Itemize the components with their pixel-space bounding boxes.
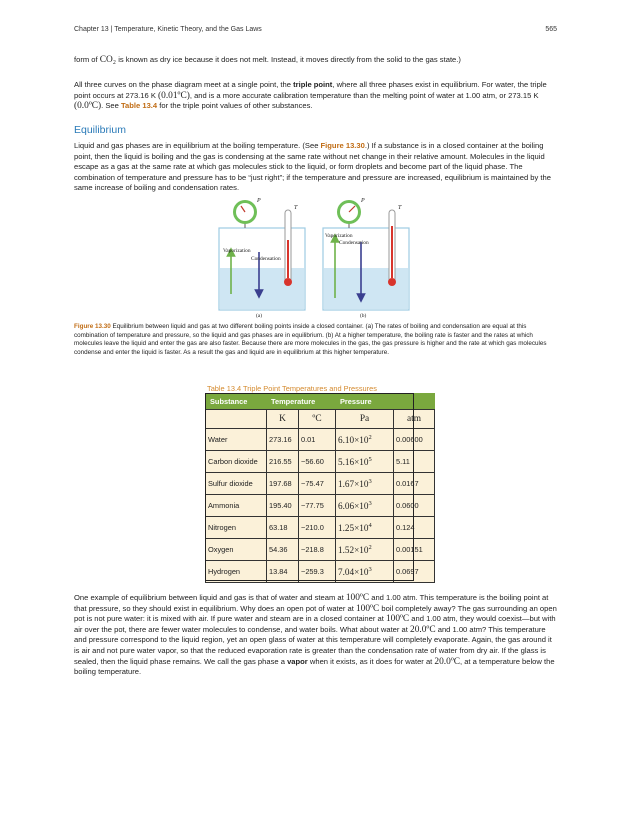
celsius-cell: −210.0	[299, 517, 336, 539]
table-link[interactable]: Table 13.4	[120, 101, 158, 111]
vapor-term: vapor	[287, 656, 308, 666]
pascal-mantissa: 7.04	[338, 567, 355, 578]
panel-b	[323, 200, 409, 310]
triple-point-table	[205, 393, 435, 583]
substance-cell: Water	[206, 429, 267, 451]
condensation-label-a: Condensation	[251, 256, 281, 262]
pascal-exponent: 2	[368, 433, 372, 441]
table-row	[206, 495, 435, 517]
pascal-mantissa: 5.16	[338, 457, 355, 468]
page-header	[74, 26, 557, 33]
unit-kelvin: K	[267, 410, 299, 429]
kelvin-cell: 197.68	[267, 473, 299, 495]
table-row	[206, 517, 435, 539]
pascal-cell: $1.25\times 10^4$	[336, 517, 394, 539]
atm-cell: 0.00151	[394, 539, 435, 561]
unit-atm: atm	[394, 410, 435, 429]
page-number: 565	[545, 26, 557, 33]
kelvin-cell: 63.18	[267, 517, 299, 539]
pascal-mantissa: 1.52	[338, 545, 355, 556]
atm-cell: 0.124	[394, 517, 435, 539]
figure-link[interactable]: Figure 13.30	[320, 141, 365, 150]
pascal-cell: $7.04\times 10^3$	[336, 561, 394, 583]
kelvin-cell: 216.55	[267, 451, 299, 473]
table-title: Table 13.4 Triple Point Temperatures and Pressures	[207, 384, 377, 393]
pascal-cell: $6.06\times 10^3$	[336, 495, 394, 517]
celsius-cell: −77.75	[299, 495, 336, 517]
substance-cell: Ammonia	[206, 495, 267, 517]
caption-label: Figure 13.30	[74, 323, 111, 330]
pascal-exponent: 4	[368, 521, 372, 529]
pascal-mantissa: 6.06	[338, 501, 355, 512]
atm-cell: 0.0600	[394, 495, 435, 517]
pascal-mantissa: 6.10	[338, 435, 355, 446]
header-substance: Substance	[206, 394, 267, 410]
triple-point-term: triple point	[293, 80, 333, 89]
pressure-label-b: P	[361, 198, 365, 204]
kelvin-cell: 13.84	[267, 561, 299, 583]
temperature-label-a: T	[294, 205, 298, 211]
celsius-cell: −259.3	[299, 561, 336, 583]
closing-paragraph: One example of equilibrium between liquid and gas is that of water and steam at 100ºC and 1.00 atm. This temperature is the boiling point at that pressure, so they should exist in equilibrium. Why does an open pot of water at 100ºC boil completely away? The gas surrounding an open pot is not pure water: it is mixed with air. If pure water and steam are in a closed container at 100ºC and 1.00 atm, they would coexist—but with air over the pot, there are fewer water molecules to condense, and water boils. What about water at 20.0ºC and 1.00 atm? This temperature and pressure correspond to the liquid region, yet an open glass of water at this temperature will completely evaporate. Again, the gas around it is air and not pure water vapor, so that the reduced evaporation rate is greater than the condensation rate of water from dry air. If the glass is sealed, then the liquid phase remains. We call the gas phase a vapor when it exists, as it does for water at 20.0ºC, at a temperature below the boiling temperature.	[74, 593, 557, 677]
pascal-exponent: 5	[368, 455, 372, 463]
pressure-label-a: P	[257, 198, 261, 204]
pascal-cell: $6.10\times 10^2$	[336, 429, 394, 451]
table-row	[206, 429, 435, 451]
kelvin-cell: 273.16	[267, 429, 299, 451]
intro-paragraph: form of CO₂ is known as dry ice because it does not melt. Instead, it moves directly from the solid to the gas state.)	[74, 55, 461, 65]
section-heading: Equilibrium	[74, 124, 126, 136]
pascal-exponent: 2	[368, 543, 372, 551]
table-row	[206, 451, 435, 473]
panel-label-b: (b)	[360, 313, 367, 319]
substance-cell: Sulfur dioxide	[206, 473, 267, 495]
pascal-mantissa: 1.67	[338, 479, 355, 490]
header-temperature: Temperature	[267, 394, 336, 410]
table-row	[206, 561, 435, 583]
substance-cell: Carbon dioxide	[206, 451, 267, 473]
substance-cell: Oxygen	[206, 539, 267, 561]
pascal-cell: $1.67\times 10^3$	[336, 473, 394, 495]
figure-caption	[74, 323, 557, 357]
pascal-cell: $1.52\times 10^2$	[336, 539, 394, 561]
atm-cell: 0.00600	[394, 429, 435, 451]
equilibrium-paragraph: Liquid and gas phases are in equilibrium at the boiling temperature. (See Figure 13.30.) If a substance is in a closed container at the boiling point, then the liquid is boiling and the gas is condensing at the same rate without net change in their relative amount. Molecules in the liquid escape as a gas at the same rate at which gas molecules stick to the liquid, or form droplets and become part of the liquid phase. The combination of temperature and pressure has to be “just right”; if the temperature and pressure are increased, equilibrium is maintained by the same increase of boiling and condensation rates.	[74, 141, 551, 193]
co2-formula: CO₂	[99, 55, 117, 65]
kelvin-cell: 195.40	[267, 495, 299, 517]
table-row	[206, 539, 435, 561]
panel-a	[219, 200, 305, 310]
celsius-cell: 0.01	[299, 429, 336, 451]
mercury-a	[287, 240, 289, 278]
table-header-row	[206, 394, 435, 410]
caption-text: Equilibrium between liquid and gas at two different boiling points inside a closed container. (a) The rates of boiling and condensation are equal at this combination of temperature and pressure, so the liquid and gas phases are in equilibrium. (b) At a higher temperature, the boiling rate is faster and the rates at which molecules leave the liquid and enter the gas are also faster. Because there are more molecules in the gas, the gas pressure is higher and the rate at which gas molecules condense and enter the liquid is faster. As a result the gas and liquid are in equilibrium at this higher temperature.	[74, 323, 547, 356]
triple-point-paragraph: All three curves on the phase diagram meet at a single point, the triple point, where all three phases exist in equilibrium. For water, the triple point occurs at 273.16 K (0.01ºC), and is a more accurate calibration temperature than the melting point of water at 1.00 atm, or 273.15 K (0.0ºC). See Table 13.4 for the triple point values of other substances.	[74, 80, 547, 112]
kelvin-cell: 54.36	[267, 539, 299, 561]
unit-pascal: Pa	[336, 410, 394, 429]
mercury-b	[391, 226, 393, 278]
vaporization-label-b: Vaporization	[325, 233, 353, 239]
celsius-cell: −218.8	[299, 539, 336, 561]
vaporization-label-a: Vaporization	[223, 248, 251, 254]
celsius-cell: −56.60	[299, 451, 336, 473]
unit-celsius: ºC	[299, 410, 336, 429]
pascal-exponent: 3	[368, 477, 372, 485]
pascal-cell: $5.16\times 10^5$	[336, 451, 394, 473]
figure-13-30	[215, 198, 415, 320]
pascal-exponent: 3	[368, 565, 372, 573]
atm-cell: 0.0697	[394, 561, 435, 583]
condensation-label-b: Condensation	[339, 240, 369, 246]
pascal-exponent: 3	[368, 499, 372, 507]
substance-cell: Nitrogen	[206, 517, 267, 539]
chapter-title: Chapter 13 | Temperature, Kinetic Theory, and the Gas Laws	[74, 26, 262, 33]
panel-label-a: (a)	[256, 313, 262, 319]
figure-illustration	[215, 198, 415, 320]
celsius-cell: −75.47	[299, 473, 336, 495]
substance-cell: Hydrogen	[206, 561, 267, 583]
temperature-label-b: T	[398, 205, 402, 211]
pascal-mantissa: 1.25	[338, 523, 355, 534]
table-row	[206, 473, 435, 495]
atm-cell: 0.0167	[394, 473, 435, 495]
units-row	[206, 410, 435, 429]
header-pressure: Pressure	[336, 394, 435, 410]
atm-cell: 5.11	[394, 451, 435, 473]
